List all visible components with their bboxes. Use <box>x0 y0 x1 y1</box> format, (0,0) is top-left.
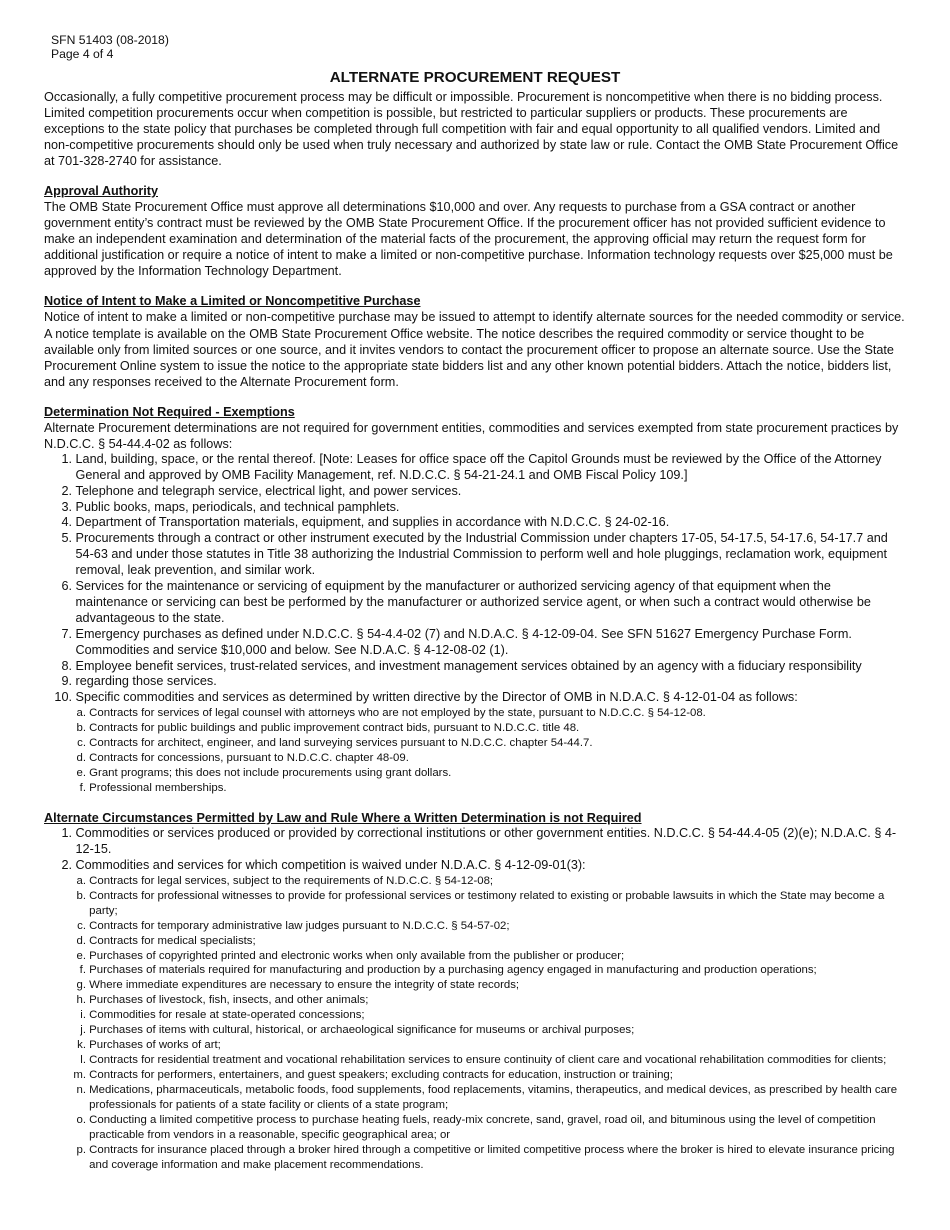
sub-item-text: Professional memberships. <box>89 782 227 795</box>
sub-item-letter: b. <box>76 889 86 902</box>
list-item-text: Specific commodities and services as determined by written directive by the Director of OMB in N.D.A.C. § 4-12-01-04 as follows: <box>75 690 798 705</box>
list-item-text: Procurements through a contract or other instrument executed by the Industrial Commission under chapters 17-05, 54-17.5, 54-17.6, 54-17.7 and 54-63 and under those statutes in Title 38 authorizing the Industrial Commission to perform well and hole pluggings, reclamation work, equipment removal, leak prevention, and similar work. <box>75 531 888 578</box>
exemptions-sublist <box>44 706 906 796</box>
list-item-number: 7. <box>61 626 72 641</box>
sub-list-item <box>44 1053 906 1068</box>
notice-paragraph: Notice of intent to make a limited or non-competitive purchase may be issued to attempt to identify alternate sources for the needed commodity or service. A notice template is available on the OMB State Procurement Office website. The notice describes the required commodity or service thought to be available only from limited sources or one source, and it invites vendors to contact the procurement officer to propose an alternate source. Use the State Procurement Online system to issue the notice to the appropriate state bidders list and any other known potential bidders. Attach the notice, bidders list, and any responses received to the Alternate Procurement form. <box>44 310 905 389</box>
sub-item-letter: h. <box>76 994 86 1007</box>
sub-list-item <box>44 766 906 781</box>
intro-paragraph: Occasionally, a fully competitive procurement process may be difficult or impossible. Procurement is noncompetitive when there is no bidding process. Limited competition procurements occur when competition is possible, but restricted to particular suppliers or products. These procurements are exceptions to the state policy that purchases be completed through full competition with fair and equal opportunity to all qualified vendors. Limited and non-competitive procurements should only be used when truly necessary and authorized by state law or rule. Contact the OMB State Procurement Office at 701-328-2740 for assistance. <box>44 90 899 169</box>
sub-item-text: Purchases of works of art; <box>89 1039 221 1052</box>
sub-item-text: Purchases of livestock, fish, insects, and other animals; <box>89 994 369 1007</box>
approval-heading: Approval Authority <box>44 184 158 199</box>
sub-list-item <box>44 874 906 889</box>
sub-item-text: Conducting a limited competitive process to purchase heating fuels, ready-mix concrete, sand, gravel, road oil, and bituminous using the level of competition practicable from vendors in a reasonable, specific geographical area; or <box>89 1113 876 1141</box>
sub-item-text: Contracts for medical specialists; <box>89 934 256 947</box>
sub-item-letter: f. <box>79 782 86 795</box>
list-item-number: 10. <box>54 690 72 705</box>
list-item-number: 5. <box>61 531 72 546</box>
list-item <box>44 627 906 659</box>
sub-item-text: Contracts for performers, entertainers, and guest speakers; excluding contracts for education, instruction or training; <box>89 1069 673 1082</box>
sub-item-text: Contracts for professional witnesses to provide for professional services or testimony related to existing or probable lawsuits in which the State may become a party; <box>89 889 885 917</box>
sub-list-item <box>44 1083 906 1113</box>
exemptions-list <box>44 452 906 707</box>
approval-paragraph: The OMB State Procurement Office must approve all determinations $10,000 and over. Any requests to purchase from a GSA contract or another government entity’s contract must be reviewed by the OMB State Procurement Office. If the procurement officer has not provided sufficient evidence to make an independent examination and determination of the material facts of the procurement, the approving official may return the request form for additional justification or require a notice of intent to make a limited or non-competitive purchase. Information technology requests over $25,000 must be approved by the Information Technology Department. <box>44 200 893 279</box>
sub-item-text: Contracts for insurance placed through a broker hired through a competitive or limited competitive process where the broker is hired to elevate insurance pricing and coverage information and make placement recommendations. <box>89 1143 895 1171</box>
circumstances-heading: Alternate Circumstances Permitted by Law and Rule Where a Written Determination is not Required <box>44 811 642 826</box>
list-item-text: Public books, maps, periodicals, and technical pamphlets. <box>75 499 400 514</box>
sub-item-text: Contracts for architect, engineer, and land surveying services pursuant to N.D.C.C. chapter 54-44.7. <box>89 737 593 750</box>
sub-list-item <box>44 706 906 721</box>
sub-item-letter: i. <box>80 1009 86 1022</box>
sub-item-letter: c. <box>77 919 86 932</box>
sub-list-item <box>44 1008 906 1023</box>
list-item-number: 6. <box>61 579 72 594</box>
circumstances-list <box>44 826 906 874</box>
list-item-number: 2. <box>61 857 72 872</box>
sub-list-item <box>44 751 906 766</box>
list-item <box>44 531 906 579</box>
exemptions-intro: Alternate Procurement determinations are not required for government entities, commodities and services exempted from state procurement practices by N.D.C.C. § 54-44.4-02 as follows: <box>44 420 899 451</box>
list-item-text: Commodities or services produced or provided by correctional institutions or other government entities. N.D.C.C. § 54-44.4-05 (2)(e); N.D.A.C. § 4-12-15. <box>75 826 897 856</box>
page-number: Page 4 of 4 <box>51 46 114 61</box>
list-item-number: 9. <box>61 674 72 689</box>
sub-item-text: Contracts for public buildings and public improvement contract bids, pursuant to N.D.C.C. title 48. <box>89 722 580 735</box>
sub-item-text: Contracts for concessions, pursuant to N.D.C.C. chapter 48-09. <box>89 752 409 765</box>
sub-item-letter: c. <box>77 737 86 750</box>
sub-list-item <box>44 721 906 736</box>
list-item-number: 3. <box>61 499 72 514</box>
list-item <box>44 659 906 675</box>
sub-item-letter: a. <box>76 707 86 720</box>
sub-item-letter: p. <box>76 1143 86 1156</box>
sub-item-letter: b. <box>76 722 86 735</box>
list-item-number: 2. <box>61 483 72 498</box>
sub-item-letter: d. <box>76 752 86 765</box>
sub-list-item <box>44 978 906 993</box>
list-item <box>44 500 906 516</box>
sub-item-letter: l. <box>80 1054 86 1067</box>
list-item-number: 4. <box>61 515 72 530</box>
list-item <box>44 674 906 690</box>
sub-item-letter: n. <box>76 1084 86 1097</box>
document-page <box>44 34 906 1173</box>
sub-list-item <box>44 993 906 1008</box>
sub-item-text: Contracts for legal services, subject to the requirements of N.D.C.C. § 54-12-08; <box>89 874 494 887</box>
sub-item-text: Purchases of copyrighted printed and electronic works when only available from the publisher or producer; <box>89 949 625 962</box>
sub-list-item <box>44 1113 906 1143</box>
sub-item-letter: j. <box>80 1024 86 1037</box>
list-item-text: Employee benefit services, trust-related services, and investment management services obtained by an agency with a fiduciary responsibility <box>75 658 862 673</box>
sub-item-letter: e. <box>76 767 86 780</box>
sub-list-item <box>44 781 906 796</box>
sub-list-item <box>44 1023 906 1038</box>
form-number: SFN 51403 (08-2018) <box>51 33 169 47</box>
sub-item-letter: f. <box>79 964 86 977</box>
sub-list-item <box>44 736 906 751</box>
sub-list-item <box>44 949 906 964</box>
sub-list-item <box>44 889 906 919</box>
list-item-text: Land, building, space, or the rental thereof. [Note: Leases for office space off the Capitol Grounds must be reviewed by the Office of the Attorney General and approved by OMB Facility Management, ref. N.D.C.C. § 54-21-24.1 and OMB Fiscal Policy 109.] <box>75 451 882 482</box>
notice-heading: Notice of Intent to Make a Limited or Noncompetitive Purchase <box>44 294 421 309</box>
list-item-text: Services for the maintenance or servicing of equipment by the manufacturer or authorized servicing agency of that equipment when the maintenance or servicing can best be performed by the manufacturer or authorized service agent, or when such a contract would otherwise be advantageous to the state. <box>75 579 871 625</box>
sub-item-text: Grant programs; this does not include procurements using grant dollars. <box>89 767 452 780</box>
sub-list-item <box>44 1038 906 1053</box>
list-item-number: 1. <box>61 826 72 841</box>
sub-item-text: Commodities for resale at state-operated concessions; <box>89 1009 365 1022</box>
list-item-number: 1. <box>61 451 72 466</box>
sub-item-letter: a. <box>76 874 86 887</box>
sub-item-letter: g. <box>76 979 86 992</box>
sub-item-letter: m. <box>73 1069 86 1082</box>
list-item <box>44 579 906 627</box>
sub-item-text: Contracts for services of legal counsel with attorneys who are not employed by the state, pursuant to N.D.C.C. § 54-12-08. <box>89 707 706 720</box>
circumstances-sublist <box>44 874 906 1173</box>
list-item <box>44 858 906 874</box>
sub-item-letter: k. <box>77 1039 86 1052</box>
sub-item-text: Medications, pharmaceuticals, metabolic foods, food supplements, food replacements, vitamins, therapeutics, and medical devices, as prescribed by health care professionals for patients of a state facility or clients of a state program; <box>89 1084 898 1112</box>
list-item-number: 8. <box>61 658 72 673</box>
sub-list-item <box>44 963 906 978</box>
list-item <box>44 515 906 531</box>
sub-item-text: Contracts for residential treatment and vocational rehabilitation services to ensure continuity of client care and vocational rehabilitation commodities for clients; <box>89 1054 887 1067</box>
page-title: ALTERNATE PROCUREMENT REQUEST <box>329 69 621 86</box>
sub-list-item <box>44 1068 906 1083</box>
sub-item-text: Purchases of items with cultural, historical, or archaeological significance for museums or archival purposes; <box>89 1024 635 1037</box>
sub-item-letter: o. <box>76 1113 86 1126</box>
sub-item-letter: d. <box>76 934 86 947</box>
sub-item-text: Contracts for temporary administrative law judges pursuant to N.D.C.C. § 54-57-02; <box>89 919 510 932</box>
list-item-text: Telephone and telegraph service, electrical light, and power services. <box>75 483 462 498</box>
exemptions-heading: Determination Not Required - Exemptions <box>44 404 295 419</box>
list-item-text: Department of Transportation materials, equipment, and supplies in accordance with N.D.C.C. § 24-02-16. <box>75 515 670 530</box>
sub-item-letter: e. <box>76 949 86 962</box>
sub-item-text: Purchases of materials required for manufacturing and production by a purchasing agency engaged in manufacturing and production operations; <box>89 964 817 977</box>
list-item <box>44 690 906 706</box>
sub-list-item <box>44 1143 906 1173</box>
list-item <box>44 826 906 858</box>
list-item-text: regarding those services. <box>75 674 217 689</box>
list-item <box>44 452 906 484</box>
list-item-text: Commodities and services for which competition is waived under N.D.A.C. § 4-12-09-01(3): <box>75 857 586 872</box>
sub-list-item <box>44 919 906 934</box>
sub-list-item <box>44 934 906 949</box>
sub-item-text: Where immediate expenditures are necessary to ensure the integrity of state records; <box>89 979 520 992</box>
list-item <box>44 484 906 500</box>
list-item-text: Emergency purchases as defined under N.D.C.C. § 54-4.4-02 (7) and N.D.A.C. § 4-12-09-04. See SFN 51627 Emergency Purchase Form. Commodities and service $10,000 and below. See N.D.A.C. § 4-12-08-02 (1). <box>75 626 852 657</box>
